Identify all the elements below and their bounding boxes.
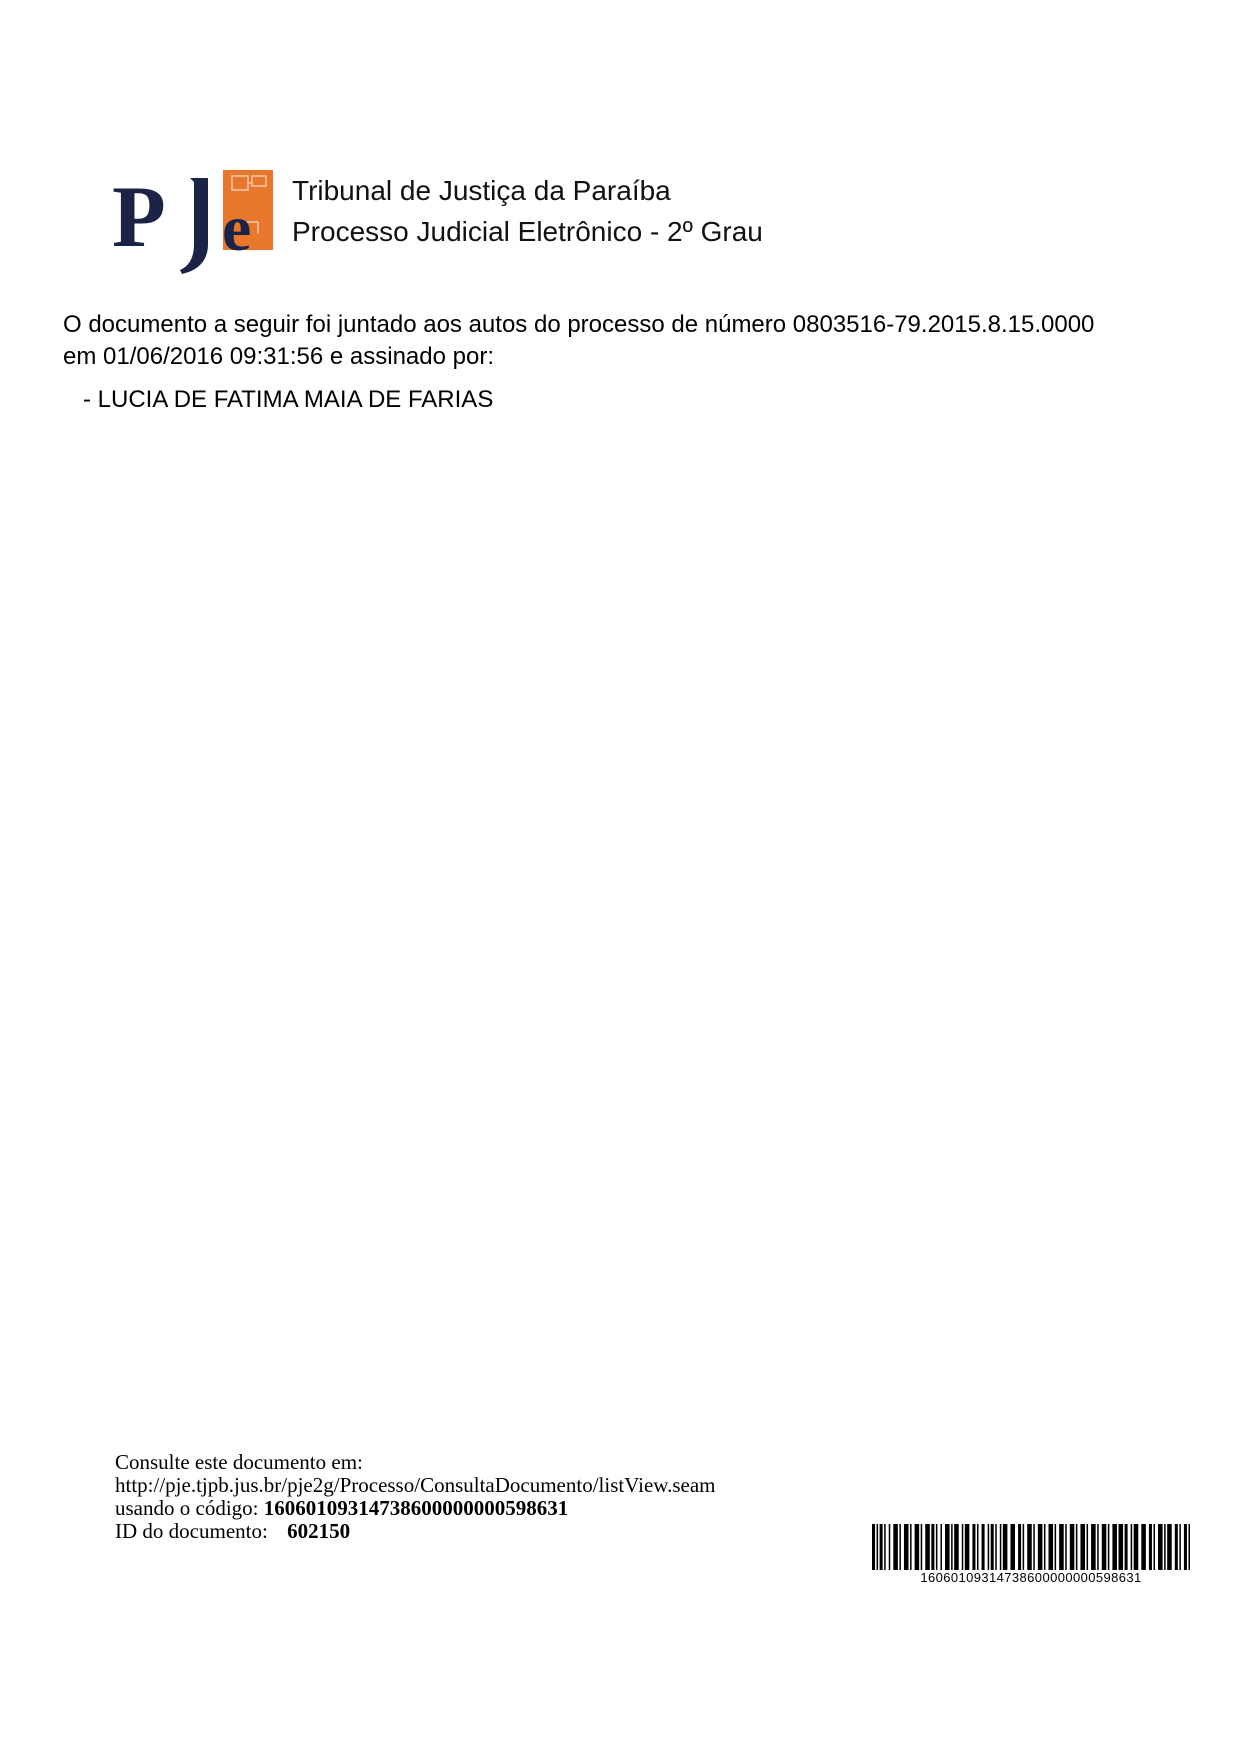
barcode-number: 16060109314738600000000598631 xyxy=(920,1570,1142,1585)
document-id: 602150 xyxy=(287,1519,351,1543)
barcode-bar xyxy=(1149,1524,1152,1570)
code-label: usando o código: xyxy=(115,1496,259,1520)
barcode-bar xyxy=(1010,1524,1015,1570)
barcode-bar xyxy=(915,1524,920,1570)
code-line xyxy=(115,1497,715,1520)
barcode-bar xyxy=(940,1524,942,1570)
barcode-bar xyxy=(977,1524,979,1570)
barcode-bar xyxy=(877,1524,879,1570)
body-line-2: em 01/06/2016 09:31:56 e assinado por: xyxy=(63,343,494,370)
barcode-bar xyxy=(1000,1524,1002,1570)
barcode-bar xyxy=(1164,1524,1166,1570)
barcode-bar xyxy=(954,1524,959,1570)
barcode-bar xyxy=(965,1524,970,1570)
consult-url: http://pje.tjpb.jus.br/pje2g/Processo/ConsultaDocumento/listView.seam xyxy=(115,1473,716,1497)
barcode-bar xyxy=(1049,1524,1054,1570)
barcode-bar xyxy=(1023,1524,1025,1570)
barcode-bar xyxy=(880,1524,883,1570)
barcode-bar xyxy=(1158,1524,1163,1570)
barcode-bar xyxy=(972,1524,975,1570)
barcode-bar xyxy=(872,1524,875,1570)
barcode-bar xyxy=(1179,1524,1181,1570)
barcode-bar xyxy=(1167,1524,1172,1570)
barcode-bar xyxy=(951,1524,953,1570)
barcode-bar xyxy=(1065,1524,1067,1570)
barcode-bar xyxy=(1097,1524,1099,1570)
document-code: 16060109314738600000000598631 xyxy=(263,1496,569,1520)
barcode-bar xyxy=(936,1524,938,1570)
barcode-bar xyxy=(904,1524,909,1570)
barcode xyxy=(872,1524,1190,1586)
barcode-bar xyxy=(1108,1524,1110,1570)
barcode-bar xyxy=(1080,1524,1085,1570)
barcode-bar xyxy=(1076,1524,1078,1570)
court-name: Tribunal de Justiça da Paraíba xyxy=(292,175,671,206)
id-label: ID do documento: xyxy=(115,1519,268,1543)
barcode-bar xyxy=(995,1524,997,1570)
barcode-bar xyxy=(1044,1524,1046,1570)
barcode-bar xyxy=(884,1524,886,1570)
barcode-bar xyxy=(1153,1524,1155,1570)
pje-logo-graphic xyxy=(112,164,282,278)
barcode-bar xyxy=(1070,1524,1075,1570)
barcode-bar xyxy=(991,1524,994,1570)
barcode-bar xyxy=(893,1524,898,1570)
barcode-bar xyxy=(1175,1524,1178,1570)
barcode-bar xyxy=(1125,1524,1128,1570)
barcode-bar xyxy=(988,1524,990,1570)
barcode-bar xyxy=(1112,1524,1117,1570)
barcode-bar xyxy=(921,1524,923,1570)
barcode-bar xyxy=(899,1524,901,1570)
barcode-bar xyxy=(1059,1524,1064,1570)
barcode-bar xyxy=(910,1524,912,1570)
barcode-bar xyxy=(1003,1524,1008,1570)
barcode-bar xyxy=(1038,1524,1043,1570)
barcode-bar xyxy=(1033,1524,1035,1570)
svg-text:P: P xyxy=(112,169,166,266)
barcode-bar xyxy=(982,1524,985,1570)
barcode-bar xyxy=(945,1524,950,1570)
barcode-bar xyxy=(1102,1524,1107,1570)
document-footer xyxy=(115,1451,715,1543)
document-header xyxy=(292,170,763,252)
barcode-bar xyxy=(1055,1524,1057,1570)
body-line-1: O documento a seguir foi juntado aos autos do processo de número 0803516-79.2015.8.15.0000 xyxy=(63,311,1095,338)
pje-logo-icon xyxy=(112,164,282,278)
barcode-bar xyxy=(1131,1524,1133,1570)
signer-name: - LUCIA DE FATIMA MAIA DE FARIAS xyxy=(83,386,494,413)
barcode-bar xyxy=(1184,1524,1187,1570)
barcode-bar xyxy=(1018,1524,1021,1570)
barcode-bar xyxy=(931,1524,934,1570)
barcode-bar xyxy=(1188,1524,1190,1570)
consult-label: Consulte este documento em: xyxy=(115,1450,363,1474)
document-body xyxy=(63,309,1094,373)
barcode-bar xyxy=(1027,1524,1032,1570)
barcode-icon xyxy=(872,1524,1190,1570)
barcode-bar xyxy=(1141,1524,1146,1570)
system-name: Processo Judicial Eletrônico - 2º Grau xyxy=(292,216,763,247)
barcode-bar xyxy=(1091,1524,1096,1570)
barcode-bar xyxy=(962,1524,964,1570)
svg-text:e: e xyxy=(222,192,252,265)
id-line xyxy=(115,1520,715,1543)
barcode-bar xyxy=(1087,1524,1089,1570)
barcode-bar xyxy=(1134,1524,1139,1570)
barcode-bar xyxy=(889,1524,891,1570)
barcode-bar xyxy=(925,1524,930,1570)
barcode-bar xyxy=(1118,1524,1123,1570)
